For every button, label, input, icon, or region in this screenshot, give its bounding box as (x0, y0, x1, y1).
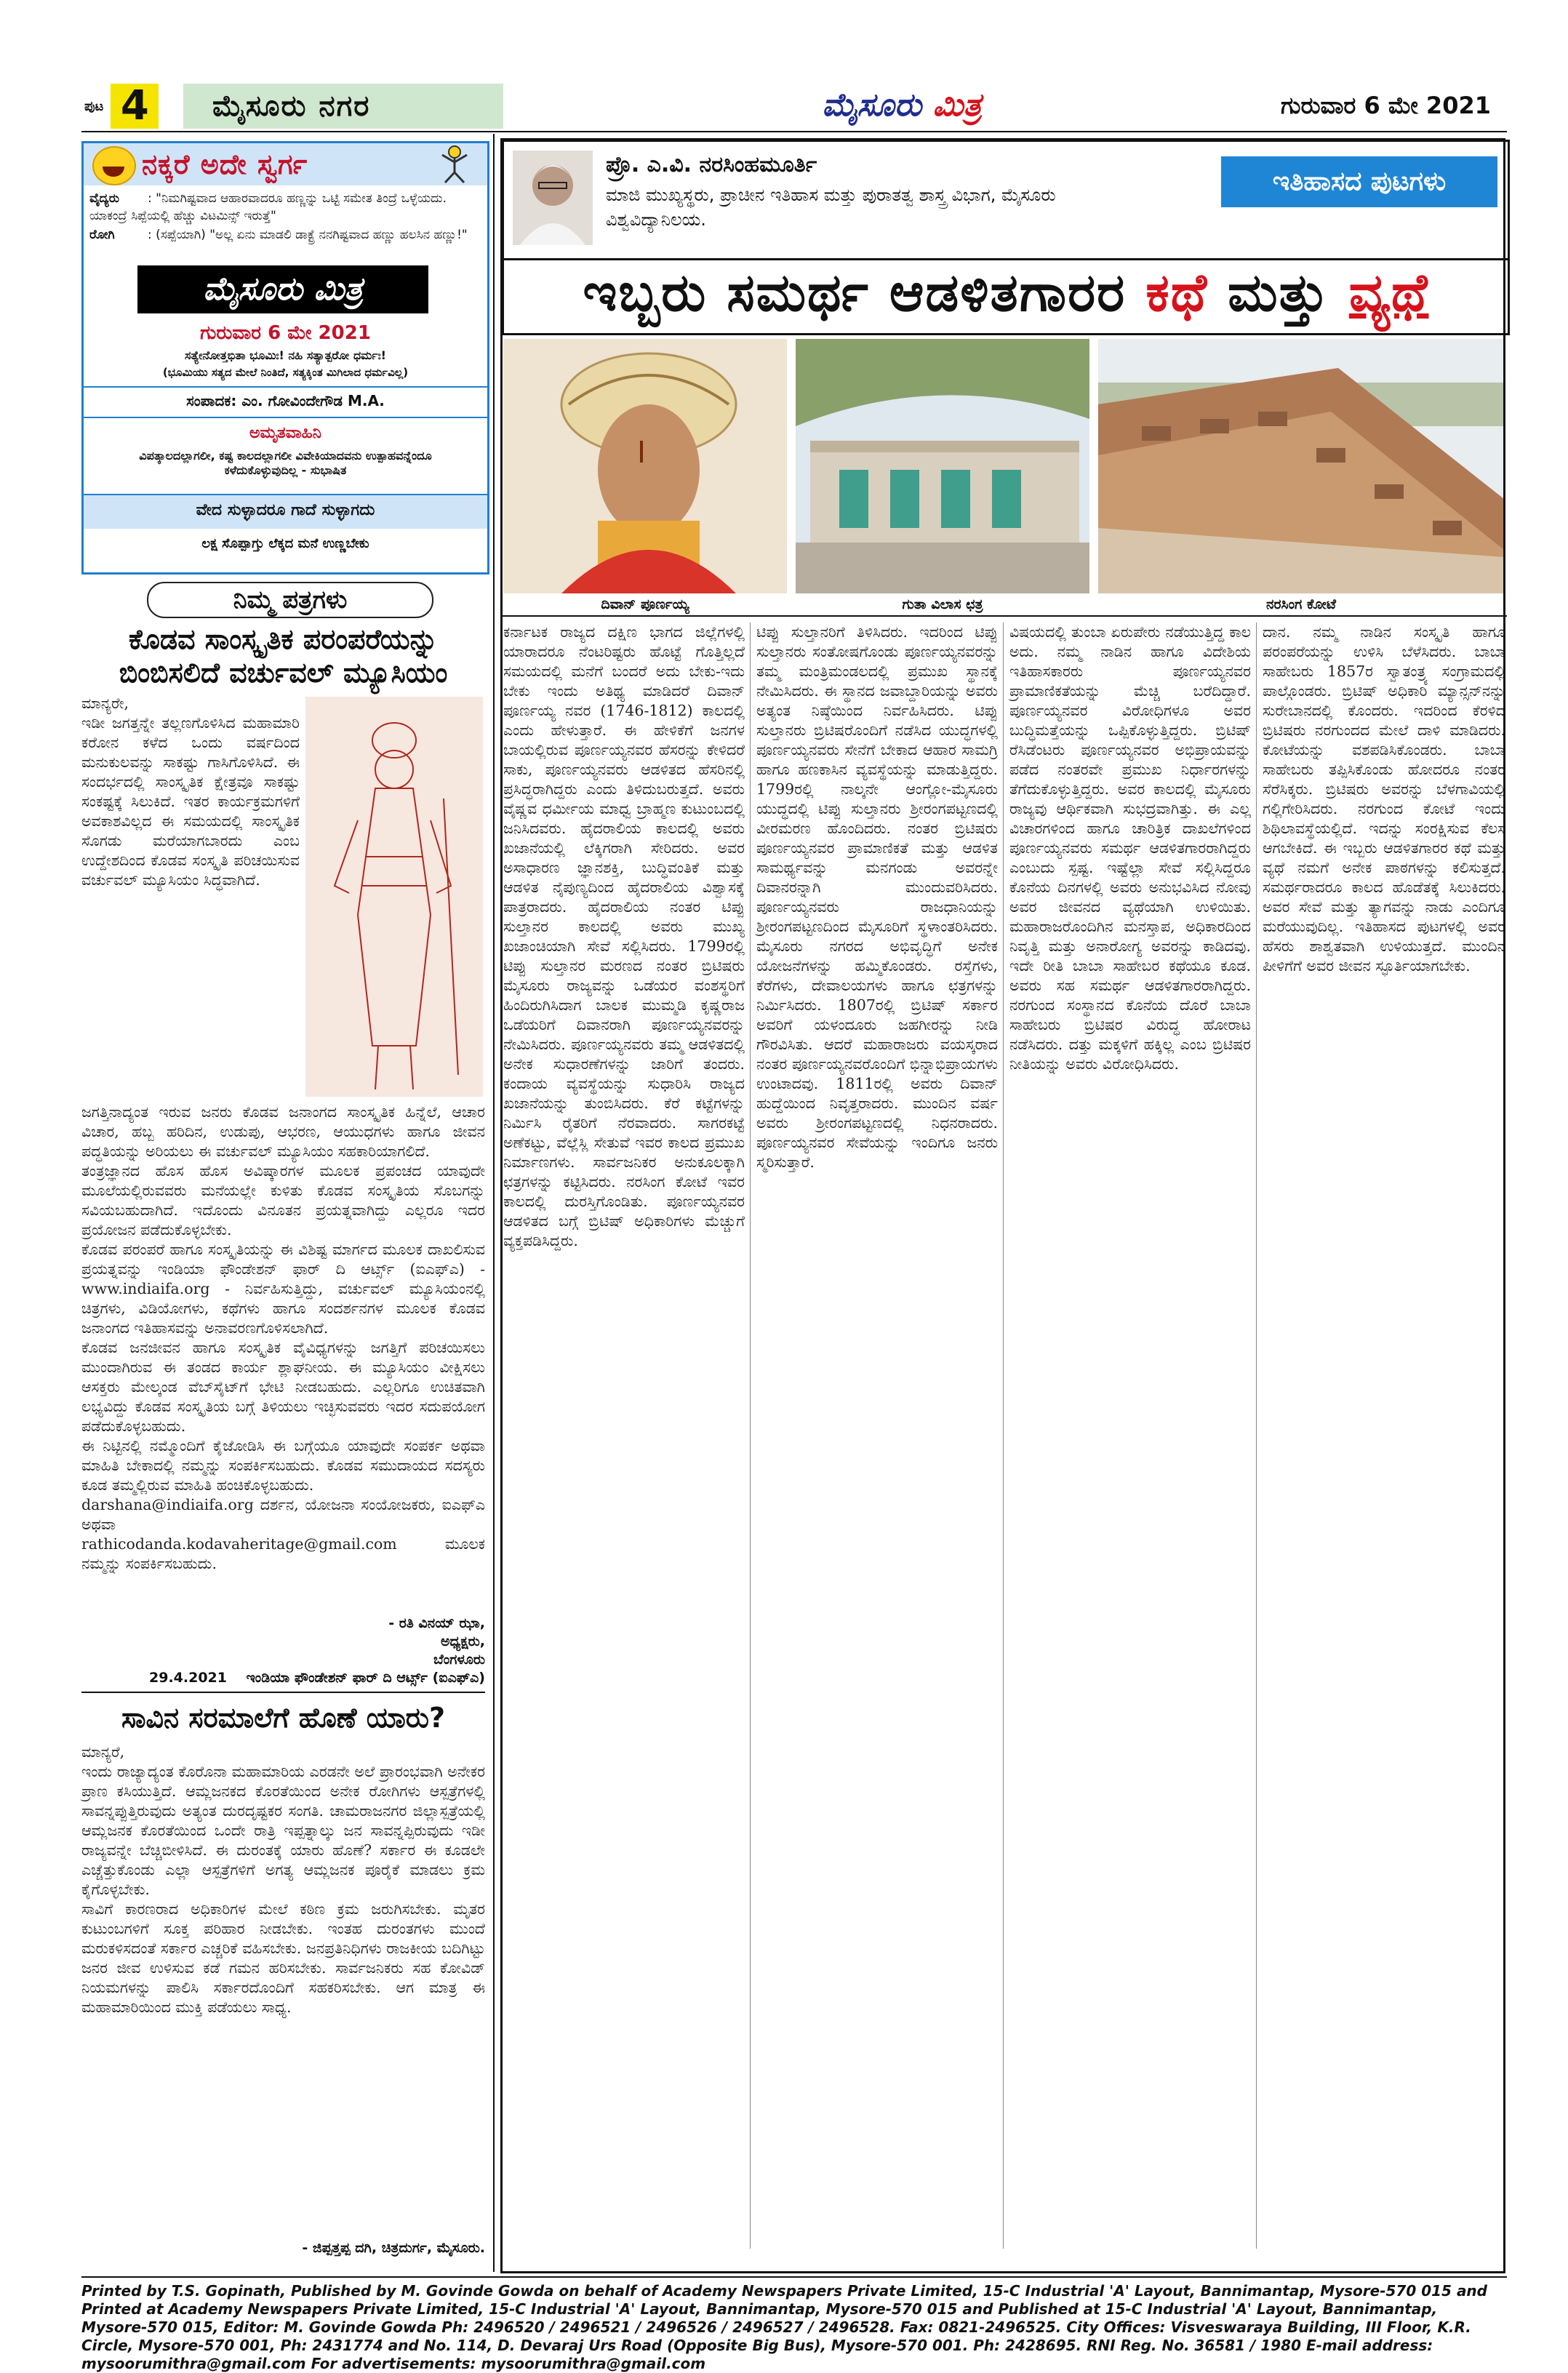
doctor-label: ವೈದ್ಯರು (89, 191, 120, 206)
letter1-title: ಕೊಡವ ಸಾಂಸ್ಕೃತಿಕ ಪರಂಪರೆಯನ್ನು ಬಿಂಬಿಸಲಿದೆ ವರ್ಚುವಲ್ ಮ್ಯೂಸಿಯಂ (119, 623, 448, 689)
nakkare-band (84, 143, 487, 185)
headline-part-a: ಇಬ್ಬರು ಸಮರ್ಥ ಆಡಳಿತಗಾರರ (583, 262, 1146, 323)
letters-banner-label: ನಿಮ್ಮ ಪತ್ರಗಳು (147, 582, 433, 618)
kodava-warrior-illustration (305, 697, 483, 1097)
letter2-title: ಸಾವಿನ ಸರಮಾಲೆಗೆ ಹೊಣೆ ಯಾರು? (121, 1702, 446, 1734)
author-portrait (513, 151, 593, 245)
section-title: ಮೈಸೂರು ನಗರ (183, 84, 503, 129)
col-sep (1256, 623, 1257, 2249)
page-number: 4 (111, 84, 159, 129)
article-col-4: ದಾನ. ನಮ್ಮ ನಾಡಿನ ಸಂಸ್ಕೃತಿ ಹಾಗೂ ಪರಂಪರೆಯನ್ನು ಉಳಿಸಿ ಬೆಳೆಸಿದರು. ಬಾಬಾ ಸಾಹೇಬರು 1857ರ ಸ್ವಾತಂತ್ರ್ಯ ಸಂಗ್ರಾಮದಲ್ಲಿ ಪಾಲ್ಗೊಂಡರು. ಬ್ರಿಟಿಷ್ ಅಧಿಕಾರಿ ಮ್ಯಾನ್ಸನ್‌ನನ್ನು ಸುರೇಬಾನದಲ್ಲಿ ಕೊಂದರು. ಇದರಿಂದ ಕೆರಳಿದ ಬ್ರಿಟಿಷರು ನರಗುಂದದ ಮೇಲೆ ದಾಳಿ ಮಾಡಿದರು. ಕೋಟೆಯನ್ನು ವಶಪಡಿಸಿಕೊಂಡರು. ಬಾಬಾ ಸಾಹೇಬರು ತಪ್ಪಿಸಿಕೊಂಡು ಹೋದರೂ ನಂತರ ಸೆರೆಸಿಕ್ಕರು. ಬ್ರಿಟಿಷರು ಅವರನ್ನು ಬೆಳಗಾವಿಯಲ್ಲಿ ಗಲ್ಲಿಗೇರಿಸಿದರು. ನರಗುಂದ ಕೋಟೆ ಇಂದು ಶಿಥಿಲಾವಸ್ಥೆಯಲ್ಲಿದೆ. ಇದನ್ನು ಸಂರಕ್ಷಿಸುವ ಕೆಲಸ ಆಗಬೇಕಿದೆ. ಈ ಇಬ್ಬರು ಆಡಳಿತಗಾರರ ಕಥೆ ಮತ್ತು ವ್ಯಥೆ ನಮಗೆ ಅನೇಕ ಪಾಠಗಳನ್ನು ಕಲಿಸುತ್ತದೆ. ಸಮರ್ಥರಾದರೂ ಕಾಲದ ಹೊಡೆತಕ್ಕೆ ಸಿಲುಕಿದರು. ಅವರ ಸೇವೆ ಮತ್ತು ತ್ಯಾಗವನ್ನು ನಾಡು ಎಂದಿಗೂ ಮರೆಯುವುದಿಲ್ಲ. ಇತಿಹಾಸದ ಪುಟಗಳಲ್ಲಿ ಅವರ ಹೆಸರು ಶಾಶ್ವತವಾಗಿ ಉಳಿಯುತ್ತದೆ. ಮುಂದಿನ ಪೀಳಿಗೆಗೆ ಅವರ ಜೀವನ ಸ್ಫೂರ್ತಿಯಾಗಬೇಕು. (1263, 623, 1511, 975)
letters-banner (81, 576, 485, 620)
doctor-text: : "ನಿಮಗಿಷ್ಟವಾದ ಆಹಾರವಾದರೂ ಹಣ್ಣನ್ನು ಒಟ್ಟಿ ಸಮೇತ ತಿಂದ್ರೆ ಒಳ್ಳೆಯದು. ಯಾಕಂದ್ರೆ ಸಿಪ್ಪೆಯಲ್ಲಿ ಹೆಚ್ಚು ವಿಟಮಿನ್ಸ್ ಇರುತ್ತೆ" (89, 191, 447, 223)
footer-rule (81, 2276, 1507, 2278)
masthead (771, 80, 1033, 131)
box-date: ಗುರುವಾರ 6 ಮೇ 2021 (200, 322, 371, 344)
veda-text: ಲಕ್ಷ ಸೊಪ್ಪಾಗ್ತು ಲೆಕ್ಕದ ಮನೆ ಉಣ್ಣಬೇಕು (201, 536, 369, 551)
header-date: ಗುರುವಾರ 6 ಮೇ 2021 (1280, 92, 1491, 119)
letters-divider (81, 1692, 485, 1693)
amrutavahini-title: ಅಮೃತವಾಹಿನಿ (249, 424, 321, 442)
headline (502, 253, 1510, 335)
letter1-intro: ಮಾನ್ಯರೇ, ಇಡೀ ಜಗತ್ತನ್ನೇ ತಲ್ಲಣಗೊಳಿಸಿದ ಮಹಾಮಾರಿ ಕರೋನ ಕಳೆದ ಒಂದು ವರ್ಷದಿಂದ ಮನುಕುಲವನ್ನು ಸಾಕಷ್ಟು ಗಾಸಿಗೊಳಿಸಿದೆ. ಈ ಸಂದರ್ಭದಲ್ಲಿ ಸಾಂಸ್ಕೃತಿಕ ಕ್ಷೇತ್ರವೂ ಸಾಕಷ್ಟು ಸಂಕಷ್ಟಕ್ಕೆ ಸಿಲುಕಿದೆ. ಇತರ ಕಾರ್ಯಕ್ರಮಗಳಿಗೆ ಅವಕಾಶವಿಲ್ಲದ ಈ ಸಮಯದಲ್ಲಿ ಸಾಂಸ್ಕೃತಿಕ ಸೊಗಡು ಮರೆಯಾಗಬಾರದು ಎಂಬ ಉದ್ದೇಶದಿಂದ ಕೊಡವ ಸಂಸ್ಕೃತಿ ಪರಿಚಯಿಸುವ ವರ್ಚುವಲ್ ಮ್ಯೂಸಿಯಂ ಸಿದ್ಧವಾಗಿದೆ. (81, 695, 300, 889)
guta-vilasa-chhatra-photo (796, 339, 1089, 593)
article-col-1: ಕರ್ನಾಟಕ ರಾಜ್ಯದ ದಕ್ಷಿಣ ಭಾಗದ ಜಿಲ್ಲೆಗಳಲ್ಲಿ ಯಾರಾದರೂ ನೆಂಟರಿಷ್ಟರು ಹೊಟ್ಟೆ ಗೊತ್ತಿಲ್ಲದೆ ಸಮಯದಲ್ಲಿ ಮನೆಗೆ ಬಂದರೆ ಅದು ಬೇಕು-ಇದು ಬೇಕು ಇಂದು ಅತಿಥ್ಯ ಮಾಡಿದರೆ ದಿವಾನ್ ಪೂರ್ಣಯ್ಯ ನವರ (1746-1812) ಕಾಲದಲ್ಲಿ ಎಂದು ಹೇಳುತ್ತಾರೆ. ಈ ಹೇಳಿಕೆಗೆ ಜನಗಳ ಬಾಯಲ್ಲಿರುವ ಪೂರ್ಣಯ್ಯನವರ ಹೆಸರನ್ನು ಕೇಳಿದರೆ ಸಾಕು, ಪೂರ್ಣಯ್ಯನವರು ಆಡಳಿತದ ಹೆಸರಿನಲ್ಲಿ ಪ್ರಸಿದ್ಧರಾಗಿದ್ದರು ಎಂದು ತಿಳಿದುಬರುತ್ತದೆ. ಅವರು ವೈಷ್ಣವ ಧರ್ಮೀಯ ಮಾಧ್ವ ಬ್ರಾಹ್ಮಣ ಕುಟುಂಬದಲ್ಲಿ ಜನಿಸಿದವರು. ಹೈದರಾಲಿಯ ಕಾಲದಲ್ಲಿ ಅವರು ಖಜಾನೆಯಲ್ಲಿ ಲೆಕ್ಕಿಗರಾಗಿ ಸೇರಿದರು. ಅವರ ಅಸಾಧಾರಣ ಜ್ಞಾನಶಕ್ತಿ, ಬುದ್ಧಿವಂತಿಕೆ ಮತ್ತು ಆಡಳಿತ ನೈಪುಣ್ಯದಿಂದ ಹೈದರಾಲಿಯ ವಿಶ್ವಾಸಕ್ಕೆ ಪಾತ್ರರಾದರು. ಹೈದರಾಲಿಯ ನಂತರ ಟಿಪ್ಪು ಸುಲ್ತಾನರ ಕಾಲದಲ್ಲಿ ಅವರು ಮುಖ್ಯ ಖಜಾಂಚಿಯಾಗಿ ಸೇವೆ ಸಲ್ಲಿಸಿದರು. 1799ರಲ್ಲಿ ಟಿಪ್ಪು ಸುಲ್ತಾನರ ಮರಣದ ನಂತರ ಬ್ರಿಟಿಷರು ಮೈಸೂರು ರಾಜ್ಯವನ್ನು ಒಡೆಯರ ವಂಶಸ್ಥರಿಗೆ ಹಿಂದಿರುಗಿಸಿದಾಗ ಬಾಲಕ ಮುಮ್ಮಡಿ ಕೃಷ್ಣರಾಜ ಒಡೆಯರಿಗೆ ದಿವಾನರಾಗಿ ಪೂರ್ಣಯ್ಯನವರನ್ನು ನೇಮಿಸಿದರು. ಪೂರ್ಣಯ್ಯನವರು ತಮ್ಮ ಆಡಳಿತದಲ್ಲಿ ಅನೇಕ ಸುಧಾರಣೆಗಳನ್ನು ಜಾರಿಗೆ ತಂದರು. ಕಂದಾಯ ವ್ಯವಸ್ಥೆಯನ್ನು ಸುಧಾರಿಸಿ ರಾಜ್ಯದ ಖಜಾನೆಯನ್ನು ತುಂಬಿಸಿದರು. ಕೆರೆ ಕಟ್ಟೆಗಳನ್ನು ನಿರ್ಮಿಸಿ ರೈತರಿಗೆ ನೆರವಾದರು. ಸಾಗರಕಟ್ಟೆ ಅಣೆಕಟ್ಟು, ವೆಲ್ಲೆಸ್ಲಿ ಸೇತುವೆ ಇವರ ಕಾಲದ ಪ್ರಮುಖ ನಿರ್ಮಾಣಗಳು. ಸಾರ್ವಜನಿಕರ ಅನುಕೂಲಕ್ಕಾಗಿ ಛತ್ರಗಳನ್ನು ಕಟ್ಟಿಸಿದರು. ನರಸಿಂಗ ಕೋಟೆ ಇವರ ಕಾಲದಲ್ಲಿ ದುರಸ್ತಿಗೊಂಡಿತು. ಪೂರ್ಣಯ್ಯನವರ ಆಡಳಿತದ ಬಗ್ಗೆ ಬ್ರಿಟಿಷ್ ಅಧಿಕಾರಿಗಳು ಮೆಚ್ಚುಗೆ ವ್ಯಕ್ತಪಡಿಸಿದ್ದರು. (503, 623, 750, 1249)
caption-kote: ನರಸಿಂಗ ಕೋಟೆ (1265, 596, 1337, 612)
page-number-block (81, 84, 180, 129)
col-sep (1003, 623, 1004, 2249)
headline-part-c: ಮತ್ತು (1208, 262, 1349, 323)
patient-text: : (ಸಪ್ಪೆಯಾಗಿ) "ಅಲ್ಲ ಏನು ಮಾಡಲಿ ಡಾಕ್ಟ್ರೆ ನನಗಿಷ್ಟವಾದ ಹಣ್ಣು ಹಲಸಿನ ಹಣ್ಣು!" (148, 228, 468, 242)
imprint-footer: Printed by T.S. Gopinath, Published by M. Govinde Gowda on behalf of Academy Newspapers Private Limited, 15-C Industrial 'A' Layout, Bannimantap, Mysore-570 015 and Printed at Academy Newspapers Private Limited, 15-C Industrial 'A' Layout, Bannimantap, Mysore-570 015 and Published at 15-C Industrial 'A' Layout, Bannimantap, Mysore-570 015, Editor: M. Govinde Gowda Ph: 2496520 / 2496521 / 2496526 / 2496527 / 2496528. Fax: 0821-2496525. City Offices: Visveswaraya Building, III Floor, K.R. Circle, Mysore-570 001, Ph: 2431774 and No. 114, D. Devaraj Urs Road (Opposite Big Bus), Mysore-570 001. Ph: 2428695. RNI Reg. No. 36581 / 1980 E-mail address: mysoorumithra@gmail.com For advertisements: mysoorumithra@gmail.com (81, 2282, 1487, 2372)
veda-title: ವೇದ ಸುಳ್ಳಾದರೂ ಗಾದೆ ಸುಳ್ಳಾಗದು (196, 501, 375, 519)
narasinga-kote-photo (1098, 339, 1504, 593)
column-rule (493, 134, 495, 2272)
author-desc: ಮಾಜಿ ಮುಖ್ಯಸ್ಥರು, ಪ್ರಾಚೀನ ಇತಿಹಾಸ ಮತ್ತು ಪುರಾತತ್ವ ಶಾಸ್ತ್ರ ವಿಭಾಗ, ಮೈಸೂರು ವಿಶ್ವವಿದ್ಯಾನಿಲಯ. (606, 185, 1056, 230)
letter1-signature: - ರತಿ ವಿನಯ್ ಝಾ, ಅಧ್ಯಕ್ಷರು, ಬೆಂಗಳೂರು 29.4.2021 ಇಂಡಿಯಾ ಫೌಂಡೇಶನ್ ಫಾರ್ ದಿ ಆರ್ಟ್ಸ್ (ಐಎಫ್‌ಎ) (149, 1615, 485, 1686)
editor-line: ಸಂಪಾದಕ: ಎಂ. ಗೋವಿಂದೇಗೌಡ M.A. (186, 392, 385, 409)
left-info-box (81, 141, 489, 575)
headline-vyathe: ವ್ಯಥೆ (1348, 262, 1429, 323)
letter2-body: ಮಾನ್ಯರೆ, ಇಂದು ರಾಜ್ಯಾದ್ಯಂತ ಕೊರೊನಾ ಮಹಾಮಾರಿಯ ಎರಡನೇ ಅಲೆ ಪ್ರಾರಂಭವಾಗಿ ಅನೇಕರ ಪ್ರಾಣ ಕಸಿಯುತ್ತಿದೆ. ಆಮ್ಲಜನಕದ ಕೊರತೆಯಿಂದ ಅನೇಕ ರೋಗಿಗಳು ಆಸ್ಪತ್ರೆಗಳಲ್ಲಿ ಸಾವನ್ನಪ್ಪುತ್ತಿರುವುದು ಅತ್ಯಂತ ದುರದೃಷ್ಟಕರ ಸಂಗತಿ. ಚಾಮರಾಜನಗರ ಜಿಲ್ಲಾಸ್ಪತ್ರೆಯಲ್ಲಿ ಆಮ್ಲಜನಕ ಕೊರತೆಯಿಂದ ಒಂದೇ ರಾತ್ರಿ ಇಪ್ಪತ್ನಾಲ್ಕು ಜನ ಸಾವನ್ನಪ್ಪಿರುವುದು ಇಡೀ ರಾಜ್ಯವನ್ನೇ ಬೆಚ್ಚಿಬೀಳಿಸಿದೆ. ಈ ದುರಂತಕ್ಕೆ ಯಾರು ಹೊಣೆ? ಸರ್ಕಾರ ಈ ಕೂಡಲೇ ಎಚ್ಚೆತ್ತುಕೊಂಡು ಎಲ್ಲಾ ಆಸ್ಪತ್ರೆಗಳಿಗೆ ಅಗತ್ಯ ಆಮ್ಲಜನಕ ಪೂರೈಕೆ ಮಾಡಲು ಕ್ರಮ ಕೈಗೊಳ್ಳಬೇಕು. ಸಾವಿಗೆ ಕಾರಣರಾದ ಅಧಿಕಾರಿಗಳ ಮೇಲೆ ಕಠಿಣ ಕ್ರಮ ಜರುಗಿಸಬೇಕು. ಮೃತರ ಕುಟುಂಬಗಳಿಗೆ ಸೂಕ್ತ ಪರಿಹಾರ ನೀಡಬೇಕು. ಇಂತಹ ದುರಂತಗಳು ಮುಂದೆ ಮರುಕಳಿಸದಂತೆ ಸರ್ಕಾರ ಎಚ್ಚರಿಕೆ ವಹಿಸಬೇಕು. ಜನಪ್ರತಿನಿಧಿಗಳು ರಾಜಕೀಯ ಬದಿಗಿಟ್ಟು ಜನರ ಜೀವ ಉಳಿಸುವ ಕಡೆ ಗಮನ ಹರಿಸಬೇಕು. ಸಾರ್ವಜನಿಕರು ಸಹ ಕೋವಿಡ್ ನಿಯಮಗಳನ್ನು ಪಾಲಿಸಿ ಸರ್ಕಾರದೊಂದಿಗೆ ಸಹಕರಿಸಬೇಕು. ಆಗ ಮಾತ್ರ ಈ ಮಹಾಮಾರಿಯಿಂದ ಮುಕ್ತಿ ಪಡೆಯಲು ಸಾಧ್ಯ. (81, 1743, 485, 2016)
letter2-signature: - ಜಿಪ್ಪತ್ತಪ್ಪ ದಗಿ, ಚಿತ್ರದುರ್ಗ, ಮೈಸೂರು. (302, 2240, 485, 2256)
stick-figure-icon (438, 145, 471, 184)
caption-purnaiah: ದಿವಾನ್ ಪೂರ್ಣಯ್ಯ (601, 596, 689, 612)
headline-katha: ಕಥೆ (1145, 262, 1209, 323)
patient-label: ರೋಗಿ (89, 228, 115, 242)
rule (84, 386, 487, 388)
caption-chhatra: ಗುತಾ ವಿಲಾಸ ಛತ್ರ (902, 596, 983, 612)
joke-doctor (89, 190, 482, 225)
article-col-2: ಟಿಪ್ಪು ಸುಲ್ತಾನರಿಗೆ ತಿಳಿಸಿದರು. ಇದರಿಂದ ಟಿಪ್ಪು ಸುಲ್ತಾನರು ಸಂತೋಷಗೊಂಡು ಪೂರ್ಣಯ್ಯನವರನ್ನು ತಮ್ಮ ಮಂತ್ರಿಮಂಡಲದಲ್ಲಿ ಪ್ರಮುಖ ಸ್ಥಾನಕ್ಕೆ ನೇಮಿಸಿದರು. ಈ ಸ್ಥಾನದ ಜವಾಬ್ದಾರಿಯನ್ನು ಅವರು ಅತ್ಯಂತ ನಿಷ್ಠೆಯಿಂದ ನಿರ್ವಹಿಸಿದರು. ಟಿಪ್ಪು ಸುಲ್ತಾನರು ಬ್ರಿಟಿಷರೊಂದಿಗೆ ನಡೆಸಿದ ಯುದ್ಧಗಳಲ್ಲಿ ಪೂರ್ಣಯ್ಯನವರು ಸೇನೆಗೆ ಬೇಕಾದ ಆಹಾರ ಸಾಮಗ್ರಿ ಹಾಗೂ ಹಣಕಾಸಿನ ವ್ಯವಸ್ಥೆಯನ್ನು ಮಾಡುತ್ತಿದ್ದರು. 1799ರಲ್ಲಿ ನಾಲ್ಕನೇ ಆಂಗ್ಲೋ-ಮೈಸೂರು ಯುದ್ಧದಲ್ಲಿ ಟಿಪ್ಪು ಸುಲ್ತಾನರು ಶ್ರೀರಂಗಪಟ್ಟಣದಲ್ಲಿ ವೀರಮರಣ ಹೊಂದಿದರು. ನಂತರ ಬ್ರಿಟಿಷರು ಪೂರ್ಣಯ್ಯನವರ ಪ್ರಾಮಾಣಿಕತೆ ಮತ್ತು ಆಡಳಿತ ಸಾಮರ್ಥ್ಯವನ್ನು ಮನಗಂಡು ಅವರನ್ನೇ ದಿವಾನರನ್ನಾಗಿ ಮುಂದುವರಿಸಿದರು. ಪೂರ್ಣಯ್ಯನವರು ರಾಜಧಾನಿಯನ್ನು ಶ್ರೀರಂಗಪಟ್ಟಣದಿಂದ ಮೈಸೂರಿಗೆ ಸ್ಥಳಾಂತರಿಸಿದರು. ಮೈಸೂರು ನಗರದ ಅಭಿವೃದ್ಧಿಗೆ ಅನೇಕ ಯೋಜನೆಗಳನ್ನು ಹಮ್ಮಿಕೊಂಡರು. ರಸ್ತೆಗಳು, ಕೆರೆಗಳು, ದೇವಾಲಯಗಳು ಹಾಗೂ ಛತ್ರಗಳನ್ನು ನಿರ್ಮಿಸಿದರು. 1807ರಲ್ಲಿ ಬ್ರಿಟಿಷ್ ಸರ್ಕಾರ ಅವರಿಗೆ ಯಳಂದೂರು ಜಹಗೀರನ್ನು ನೀಡಿ ಗೌರವಿಸಿತು. ಆದರೆ ಮಹಾರಾಜರು ವಯಸ್ಕರಾದ ನಂತರ ಪೂರ್ಣಯ್ಯನವರೊಂದಿಗೆ ಭಿನ್ನಾಭಿಪ್ರಾಯಗಳು ಉಂಟಾದವು. 1811ರಲ್ಲಿ ಅವರು ದಿವಾನ್ ಹುದ್ದೆಯಿಂದ ನಿವೃತ್ತರಾದರು. ಮುಂದಿನ ವರ್ಷ ಅವರು ಶ್ರೀರಂಗಪಟ್ಟಣದಲ್ಲಿ ನಿಧನರಾದರು. ಪೂರ್ಣಯ್ಯನವರ ಸೇವೆಯನ್ನು ಇಂದಿಗೂ ಜನರು ಸ್ಮರಿಸುತ್ತಾರೆ. (756, 623, 1003, 1171)
header-rule (81, 131, 1507, 132)
nakkare-title: ನಕ್ಕರೆ ಅದೇ ಸ್ವರ್ಗ (142, 148, 308, 180)
author-box (502, 140, 1510, 260)
article-col-3: ವಿಷಯದಲ್ಲಿ ತುಂಬಾ ಏರುಪೇರು ನಡೆಯುತ್ತಿದ್ದ ಕಾಲ ಅದು. ನಮ್ಮ ನಾಡಿನ ಹಾಗೂ ವಿದೇಶಿಯ ಇತಿಹಾಸಕಾರರು ಪೂರ್ಣಯ್ಯನವರ ಪ್ರಾಮಾಣಿಕತೆಯನ್ನು ಮೆಚ್ಚಿ ಬರೆದಿದ್ದಾರೆ. ಪೂರ್ಣಯ್ಯನವರ ವಿರೋಧಿಗಳೂ ಅವರ ಬುದ್ಧಿಮತ್ತೆಯನ್ನು ಒಪ್ಪಿಕೊಳ್ಳುತ್ತಿದ್ದರು. ಬ್ರಿಟಿಷ್ ರೆಸಿಡೆಂಟರು ಪೂರ್ಣಯ್ಯನವರ ಅಭಿಪ್ರಾಯವನ್ನು ಪಡೆದ ನಂತರವೇ ಪ್ರಮುಖ ನಿರ್ಧಾರಗಳನ್ನು ತೆಗೆದುಕೊಳ್ಳುತ್ತಿದ್ದರು. ಅವರ ಕಾಲದಲ್ಲಿ ಮೈಸೂರು ರಾಜ್ಯವು ಆರ್ಥಿಕವಾಗಿ ಸುಭದ್ರವಾಗಿತ್ತು. ಈ ಎಲ್ಲ ವಿಚಾರಗಳಿಂದ ಹಾಗೂ ಚಾರಿತ್ರಿಕ ದಾಖಲೆಗಳಿಂದ ಪೂರ್ಣಯ್ಯನವರು ಸಮರ್ಥ ಆಡಳಿತಗಾರರಾಗಿದ್ದರು ಎಂಬುದು ಸ್ಪಷ್ಟ. ಇಷ್ಟೆಲ್ಲಾ ಸೇವೆ ಸಲ್ಲಿಸಿದ್ದರೂ ಕೊನೆಯ ದಿನಗಳಲ್ಲಿ ಅವರು ಅನುಭವಿಸಿದ ನೋವು ಅವರ ಜೀವನದ ವ್ಯಥೆಯಾಗಿ ಉಳಿಯಿತು. ಮಹಾರಾಜರೊಂದಿಗಿನ ಮನಸ್ತಾಪ, ಅಧಿಕಾರದಿಂದ ನಿವೃತ್ತಿ ಮತ್ತು ಅನಾರೋಗ್ಯ ಅವರನ್ನು ಕಾಡಿದವು. ಇದೇ ರೀತಿ ಬಾಬಾ ಸಾಹೇಬರ ಕಥೆಯೂ ಕೂಡ. ಅವರು ಸಹ ಸಮರ್ಥ ಆಡಳಿತಗಾರರಾಗಿದ್ದರು. ನರಗುಂದ ಸಂಸ್ಥಾನದ ಕೊನೆಯ ದೊರೆ ಬಾಬಾ ಸಾಹೇಬರು ಬ್ರಿಟಿಷರ ವಿರುದ್ಧ ಹೋರಾಟ ನಡೆಸಿದರು. ದತ್ತು ಮಕ್ಕಳಿಗೆ ಹಕ್ಕಿಲ್ಲ ಎಂಬ ಬ್ರಿಟಿಷರ ನೀತಿಯನ್ನು ಅವರು ವಿರೋಧಿಸಿದರು. (1009, 623, 1256, 1073)
author-name: ಪ್ರೊ. ಎ.ವಿ. ನರಸಿಂಹಮೂರ್ತಿ (606, 152, 817, 177)
laughing-face-icon (92, 146, 136, 185)
letter1-body: ಜಗತ್ತಿನಾದ್ಯಂತ ಇರುವ ಜನರು ಕೊಡವ ಜನಾಂಗದ ಸಾಂಸ್ಕೃತಿಕ ಹಿನ್ನೆಲೆ, ಆಚಾರ ವಿಚಾರ, ಹಬ್ಬ ಹರಿದಿನ, ಉಡುಪು, ಆಭರಣ, ಆಯುಧಗಳು ಹಾಗೂ ಜೀವನ ಪದ್ಧತಿಯನ್ನು ಅರಿಯಲು ಈ ವರ್ಚುವಲ್ ಮ್ಯೂಸಿಯಂ ಸಹಕಾರಿಯಾಗಲಿದೆ. ತಂತ್ರಜ್ಞಾನದ ಹೊಸ ಹೊಸ ಅವಿಷ್ಕಾರಗಳ ಮೂಲಕ ಪ್ರಪಂಚದ ಯಾವುದೇ ಮೂಲೆಯಲ್ಲಿರುವವರು ಮನೆಯಲ್ಲೇ ಕುಳಿತು ಕೊಡವ ಸಂಸ್ಕೃತಿಯ ಸೊಬಗನ್ನು ಸವಿಯಬಹುದಾಗಿದೆ. ಇದೊಂದು ವಿನೂತನ ಪ್ರಯತ್ನವಾಗಿದ್ದು ಎಲ್ಲರೂ ಇದರ ಪ್ರಯೋಜನ ಪಡೆದುಕೊಳ್ಳಬೇಕು. ಕೊಡವ ಪರಂಪರೆ ಹಾಗೂ ಸಂಸ್ಕೃತಿಯನ್ನು ಈ ವಿಶಿಷ್ಟ ಮಾರ್ಗದ ಮೂಲಕ ದಾಖಲಿಸುವ ಪ್ರಯತ್ನವನ್ನು ಇಂಡಿಯಾ ಫೌಂಡೇಶನ್ ಫಾರ್ ದಿ ಆರ್ಟ್ಸ್ (ಐಎಫ್‌ಎ) - www.indiaifa.org - ನಿರ್ವಹಿಸುತ್ತಿದ್ದು, ವರ್ಚುವಲ್ ಮ್ಯೂಸಿಯಂನಲ್ಲಿ ಚಿತ್ರಗಳು, ವಿಡಿಯೋಗಳು, ಕಥೆಗಳು ಹಾಗೂ ಸಂದರ್ಶನಗಳ ಮೂಲಕ ಕೊಡವ ಜನಾಂಗದ ಇತಿಹಾಸವನ್ನು ಅನಾವರಣಗೊಳಿಸಲಾಗಿದೆ. ಕೊಡವ ಜನಜೀವನ ಹಾಗೂ ಸಂಸ್ಕೃತಿಕ ವೈವಿಧ್ಯಗಳನ್ನು ಜಗತ್ತಿಗೆ ಪರಿಚಯಿಸಲು ಮುಂದಾಗಿರುವ ಈ ತಂಡದ ಕಾರ್ಯ ಶ್ಲಾಘನೀಯ. ಈ ಮ್ಯೂಸಿಯಂ ವೀಕ್ಷಿಸಲು ಆಸಕ್ತರು ಮೇಲ್ಕಂಡ ವೆಬ್‌ಸೈಟ್‌ಗೆ ಭೇಟಿ ನೀಡಬಹುದು. ಎಲ್ಲರಿಗೂ ಉಚಿತವಾಗಿ ಲಭ್ಯವಿದ್ದು ಕೊಡವ ಸಂಸ್ಕೃತಿಯ ಬಗ್ಗೆ ತಿಳಿಯಲು ಇಚ್ಛಿಸುವವರು ಇದರ ಸದುಪಯೋಗ ಪಡೆದುಕೊಳ್ಳಬಹುದು. ಈ ನಿಟ್ಟಿನಲ್ಲಿ ನಮ್ಮೊಂದಿಗೆ ಕೈಜೋಡಿಸಿ ಈ ಬಗ್ಗೆಯೂ ಯಾವುದೇ ಸಂಪರ್ಕ ಅಥವಾ ಮಾಹಿತಿ ಬೇಕಾದಲ್ಲಿ ನಮ್ಮನ್ನು ಸಂಪರ್ಕಿಸಬಹುದು. ಕೊಡವ ಸಮುದಾಯದ ಸದಸ್ಯರು ಕೂಡ ತಮ್ಮಲ್ಲಿರುವ ಮಾಹಿತಿ ಹಂಚಿಕೊಳ್ಳಬಹುದು. darshana@indiaifa.org ದರ್ಶನ, ಯೋಜನಾ ಸಂಯೋಜಕರು, ಐಎಫ್‌ಎ ಅಥವಾ rathicodanda.kodavaheritage@gmail.com ಮೂಲಕ ನಮ್ಮನ್ನು ಸಂಪರ್ಕಿಸಬಹುದು. (81, 1103, 485, 1572)
masthead-part-b: ಮಿತ್ರ (932, 87, 982, 124)
rule (84, 417, 487, 418)
amrutavahini-text: ವಿಪತ್ಕಾಲದಲ್ಲಾಗಲೀ, ಕಷ್ಟ ಕಾಲದಲ್ಲಾಗಲೀ ವಿವೇಕಿಯಾದವನು ಉತ್ಪಾಹವನ್ನೆಂದೂ ಕಳೆದುಕೊಳ್ಳುವುದಿಲ್ಲ - ಸುಭಾಷಿತ (139, 449, 432, 477)
masthead-part-a: ಮೈಸೂರು (822, 87, 922, 124)
series-label: ಇತಿಹಾಸದ ಪುಟಗಳು (1221, 156, 1497, 207)
col-sep (750, 623, 751, 2249)
motto-line-2: (ಭೂಮಿಯು ಸತ್ಯದ ಮೇಲೆ ನಿಂತಿದೆ, ಸತ್ಯಕ್ಕಿಂತ ಮಿಗಿಲಾದ ಧರ್ಮವಿಲ್ಲ) (162, 366, 409, 379)
joke-patient (89, 226, 482, 244)
motto-line-1: ಸತ್ಯೇನೋತ್ತಭಿತಾ ಭೂಮಿಃ! ನಹಿ ಸತ್ಯಾತ್ಪರೋ ಧರ್ಮಃ! (185, 348, 386, 362)
purnaiah-portrait-photo (503, 339, 787, 593)
paper-logo: ಮೈಸೂರು ಮಿತ್ರ (137, 265, 428, 313)
photo-rule (502, 615, 1507, 617)
page-label: ಪುಟ (81, 99, 106, 114)
